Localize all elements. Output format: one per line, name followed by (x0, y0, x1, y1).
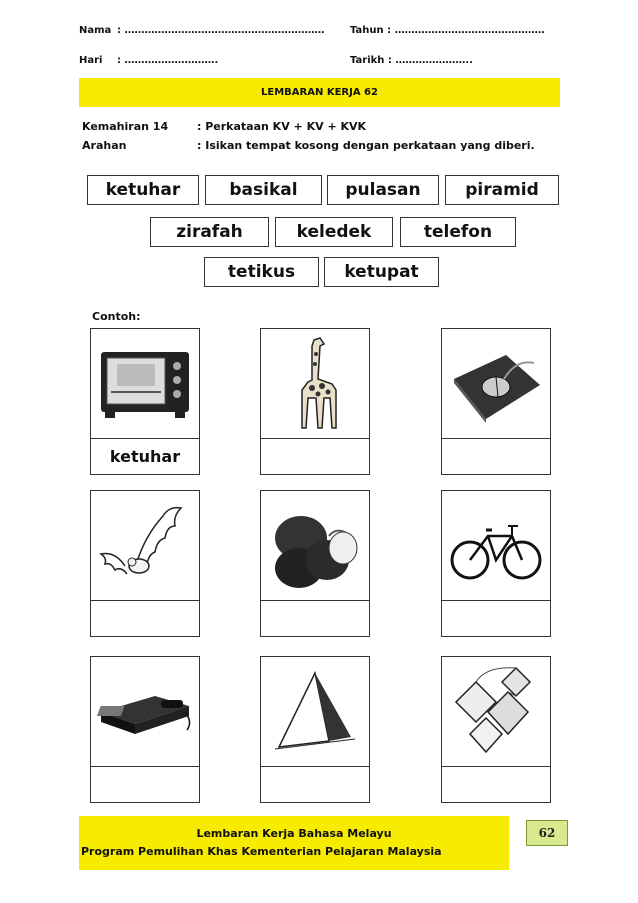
answer-box[interactable] (441, 600, 551, 637)
picture-card (260, 328, 370, 440)
word-box[interactable]: piramid (445, 175, 559, 205)
hari-label: Hari (79, 55, 103, 66)
footer-banner (79, 816, 509, 870)
picture-card (441, 328, 551, 440)
answer-box[interactable] (90, 600, 200, 637)
word-box[interactable]: zirafah (150, 217, 269, 247)
nama-field[interactable]: : …………………………………………………… (117, 25, 325, 36)
picture-card (90, 328, 200, 440)
hari-field[interactable]: : ………………………. (117, 55, 219, 66)
worksheet-title: LEMBARAN KERJA 62 (79, 78, 560, 107)
kemahiran-value: : Perkataan KV + KV + KVK (197, 120, 367, 133)
oven-icon (97, 344, 193, 424)
picture-card (441, 490, 551, 602)
arahan-value: : Isikan tempat kosong dengan perkataan yang diberi. (197, 139, 535, 152)
picture-card (260, 490, 370, 602)
contoh-label: Contoh: (92, 310, 141, 323)
rambutan-icon (265, 498, 365, 594)
arahan-label: Arahan (82, 139, 127, 152)
bat-icon (95, 496, 195, 596)
answer-box[interactable] (441, 766, 551, 803)
picture-card (90, 656, 200, 768)
word-box[interactable]: pulasan (327, 175, 439, 205)
footer-line-2: Program Pemulihan Khas Kementerian Pelajaran Malaysia (81, 845, 442, 858)
word-box[interactable]: basikal (205, 175, 322, 205)
word-box[interactable]: ketupat (324, 257, 439, 287)
picture-card (90, 490, 200, 602)
page-number-badge: 62 (526, 820, 568, 846)
bicycle-icon (446, 506, 546, 586)
kemahiran-label: Kemahiran 14 (82, 120, 169, 133)
answer-box[interactable] (260, 600, 370, 637)
answer-box[interactable] (441, 438, 551, 475)
tahun-field[interactable]: Tahun : ……………………………………… (350, 25, 545, 36)
answer-box[interactable] (90, 766, 200, 803)
footer-line-1: Lembaran Kerja Bahasa Melayu (196, 827, 392, 840)
telephone-icon (95, 672, 195, 752)
answer-box[interactable] (260, 438, 370, 475)
word-box[interactable]: tetikus (204, 257, 319, 287)
answer-box: ketuhar (90, 438, 200, 475)
word-box[interactable]: ketuhar (87, 175, 199, 205)
word-box[interactable]: telefon (400, 217, 516, 247)
mouse-icon (446, 339, 546, 429)
answer-box[interactable] (260, 766, 370, 803)
ketupat-icon (446, 662, 546, 762)
word-box[interactable]: keledek (275, 217, 393, 247)
giraffe-icon (280, 334, 350, 434)
nama-label: Nama (79, 25, 112, 36)
tarikh-field[interactable]: Tarikh : ………………….. (350, 55, 473, 66)
picture-card (260, 656, 370, 768)
pyramid-icon (265, 667, 365, 757)
picture-card (441, 656, 551, 768)
